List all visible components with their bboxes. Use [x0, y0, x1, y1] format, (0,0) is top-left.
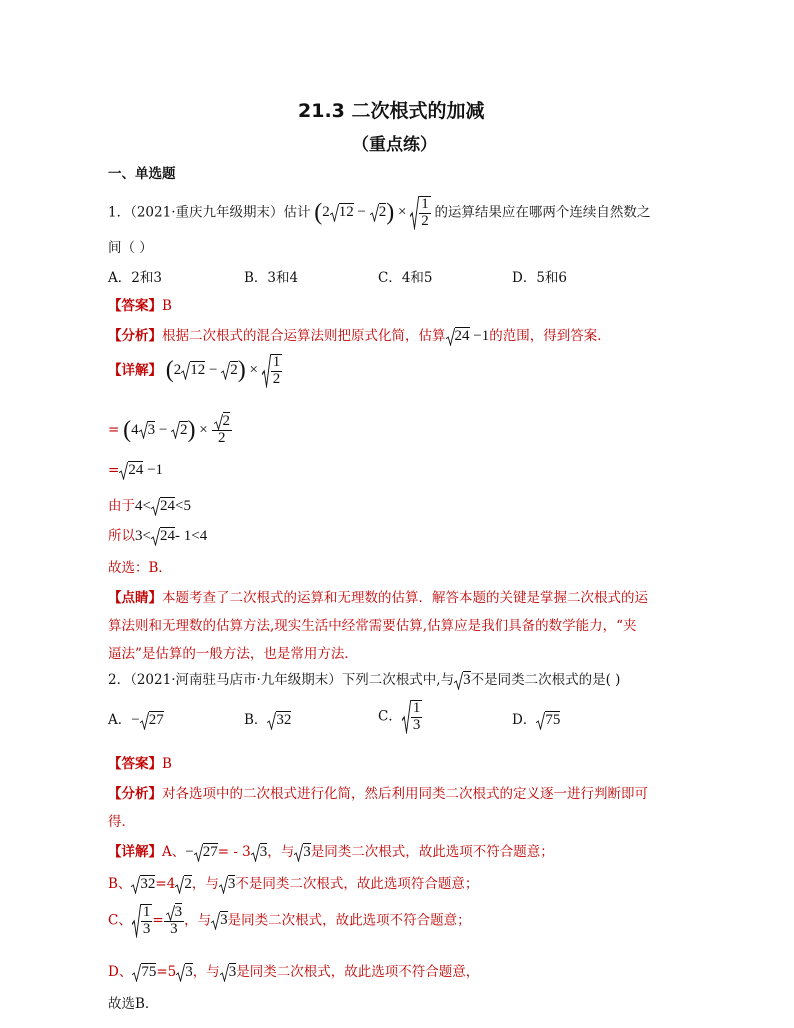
sqrt-12: 12 — [330, 204, 354, 220]
detail-line-5: 所以3< 24- 1<4 — [108, 528, 208, 544]
q2-detail-c: C、 $\frac{1}{3}$ = $\frac{3}{3}$ ，与 3是同类二次根式，故此选项不符合题意； — [108, 903, 471, 937]
sqrt-half: $\frac{1}{2}$ — [410, 204, 431, 220]
comment-line-2: 算法则和无理数的估算方法,现实生活中经常需要估算,估算应是我们具备的数学能力，“夹 — [108, 618, 637, 634]
answer-line-1: 【答案】B — [108, 298, 172, 314]
q2-option-d[interactable]: D． 75 — [512, 712, 561, 728]
q2-analysis-2: 得． — [108, 814, 135, 830]
analysis-line-1: 【分析】根据二次根式的混合运算法则把原式化简，估算 24 −1的范围，得到答案． — [108, 328, 611, 344]
page-title: 21.3 二次根式的加减 — [298, 100, 485, 122]
comment-line-3: 逼法”是估算的一般方法，也是常用方法． — [108, 646, 358, 662]
detail-line-4: 由于4< 24<5 — [108, 498, 191, 514]
sqrt-2: 2 — [370, 204, 387, 220]
option-b[interactable]: B．3和4 — [244, 270, 299, 286]
option-c[interactable]: C．4和5 — [378, 270, 433, 286]
q2-detail-a: 【详解】A、− 27= - 3 3，与 3是同类二次根式，故此选项不符合题意； — [108, 844, 554, 860]
question-number: 1． — [108, 204, 131, 221]
question-1-tail: 间（ ） — [108, 240, 153, 256]
comment-line-1: 【点睛】本题考查了二次根式的运算和无理数的估算．解答本题的关键是掌握二次根式的运 — [108, 590, 648, 606]
question-1-stem: 1．（2021·重庆九年级期末）估计 (2 12 − 2) × $\frac{1}{2}$ 的运算结果应在哪两个连续自然数之 — [108, 196, 651, 229]
detail-line-3: = 24 −1 — [108, 462, 164, 479]
option-a[interactable]: A．2和3 — [108, 270, 162, 286]
q2-option-c[interactable]: C． $\frac{1}{3}$ — [378, 700, 421, 733]
q2-option-a[interactable]: A．− 27 — [108, 712, 164, 728]
q2-analysis-1: 【分析】对各选项中的二次根式进行化简，然后利用同类二次根式的定义逐一进行判断即可 — [108, 786, 648, 802]
question-2-stem: 2．（2021·河南驻马店市·九年级期末）下列二次根式中,与 3不是同类二次根式的是( ) — [108, 672, 621, 688]
question-tail: 的运算结果应在哪两个连续自然数之 — [434, 204, 651, 221]
q2-detail-d: D、 75=5 3，与 3是同类二次根式，故此选项不符合题意， — [108, 964, 480, 980]
detail-line-1: 【详解】 (2 12 − 2) × $\frac{1}{2}$ — [108, 354, 281, 387]
q2-answer: 【答案】B — [108, 756, 172, 772]
detail-line-2: = (4 3 − 2) × $\frac{2}{2}$ — [108, 413, 230, 447]
q2-final: 故选B． — [108, 996, 159, 1012]
detail-line-6: 故选：B． — [108, 560, 172, 576]
q2-detail-b: B、 32=4 2，与 3不是同类二次根式，故此选项符合题意； — [108, 876, 479, 892]
section-heading: 一、单选题 — [108, 166, 176, 182]
page-subtitle: （重点练） — [352, 135, 437, 155]
question-source: （2021·重庆九年级期末）估计 — [130, 204, 311, 221]
option-d[interactable]: D．5和6 — [512, 270, 568, 286]
q2-option-b[interactable]: B． 32 — [244, 712, 292, 728]
